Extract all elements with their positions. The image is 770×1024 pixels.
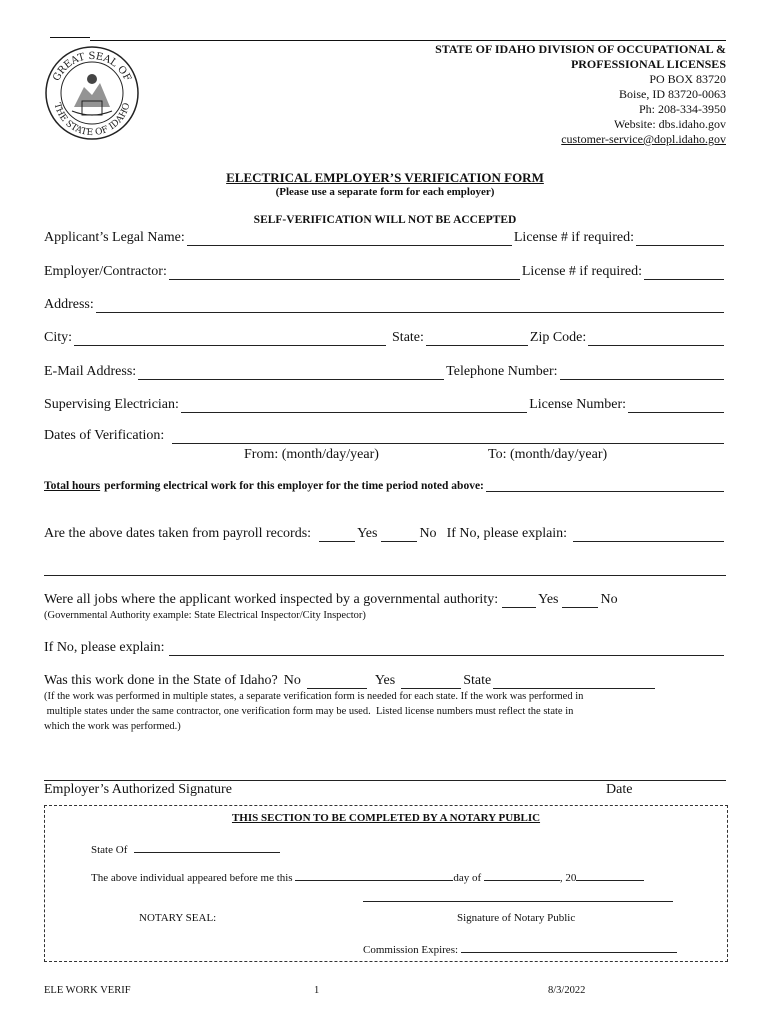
notary-year-field[interactable] xyxy=(576,868,644,881)
city-field[interactable] xyxy=(74,331,386,346)
notary-day-of-label: day of xyxy=(453,872,482,884)
agency-city: Boise, ID 83720-0063 xyxy=(619,87,726,101)
svg-text:THE STATE OF IDAHO xyxy=(52,102,133,138)
address-field[interactable] xyxy=(96,298,724,313)
dates-field[interactable] xyxy=(172,429,724,444)
city-row xyxy=(44,330,726,346)
agency-website[interactable]: Website: dbs.idaho.gov xyxy=(613,117,726,131)
applicant-name-field[interactable] xyxy=(187,231,512,246)
total-hours-text: performing electrical work for this employer for the time period noted above: xyxy=(104,480,484,492)
notary-state-label: State Of xyxy=(91,844,128,856)
inspected-question: Were all jobs where the applicant worked inspected by a governmental authority: xyxy=(44,592,499,607)
idaho-state-field[interactable] xyxy=(493,674,655,689)
inspected-yes-field[interactable] xyxy=(502,593,536,608)
applicant-row xyxy=(44,230,726,246)
supervisor-row xyxy=(44,397,726,413)
agency-line-1: STATE OF IDAHO DIVISION OF OCCUPATIONAL & xyxy=(435,42,726,56)
payroll-row xyxy=(44,526,726,542)
seal-text-bottom: THE STATE OF IDAHO xyxy=(51,101,133,139)
applicant-license-field[interactable] xyxy=(636,231,724,246)
notary-state-row xyxy=(91,840,280,856)
explain-row xyxy=(44,640,726,656)
applicant-label: Applicant’s Legal Name: xyxy=(44,230,185,245)
top-rule xyxy=(90,40,726,41)
payroll-yes-label: Yes xyxy=(357,526,378,541)
idaho-row xyxy=(44,673,726,689)
form-title: ELECTRICAL EMPLOYER’S VERIFICATION FORM xyxy=(226,170,544,185)
multistate-note-line-2: multiple states under the same contractor, one verification form may be used. Listed license numbers must reflect the state in xyxy=(44,706,574,717)
multistate-note-line-3: which the work was performed.) xyxy=(44,721,181,732)
self-verification-warning: SELF-VERIFICATION WILL NOT BE ACCEPTED xyxy=(253,214,517,226)
notary-month-field[interactable] xyxy=(484,868,560,881)
total-hours-field[interactable] xyxy=(486,480,724,492)
employer-license-label: License # if required: xyxy=(521,264,642,279)
explain-field[interactable] xyxy=(169,641,724,656)
employer-field[interactable] xyxy=(169,265,520,280)
date-label: Date xyxy=(606,782,633,797)
city-label: City: xyxy=(44,330,73,345)
idaho-yes-field[interactable] xyxy=(401,674,461,689)
footer-date: 8/3/2022 xyxy=(548,985,586,996)
address-label: Address: xyxy=(44,297,94,312)
dates-row xyxy=(44,428,726,444)
footer-page-number: 1 xyxy=(314,985,320,996)
notary-state-field[interactable] xyxy=(134,840,280,853)
employer-license-field[interactable] xyxy=(644,265,724,280)
supervisor-field[interactable] xyxy=(181,398,527,413)
notary-heading: THIS SECTION TO BE COMPLETED BY A NOTARY PUBLIC xyxy=(231,812,541,824)
agency-header xyxy=(435,42,726,147)
dates-label: Dates of Verification: xyxy=(44,428,165,443)
idaho-no-field[interactable] xyxy=(307,674,367,689)
notary-commission-field[interactable] xyxy=(461,940,677,953)
explain-label: If No, please explain: xyxy=(44,640,165,655)
idaho-state-seal-icon xyxy=(44,45,140,141)
notary-signature-label: Signature of Notary Public xyxy=(457,912,576,924)
payroll-no-label: No xyxy=(419,526,437,541)
payroll-question: Are the above dates taken from payroll records: xyxy=(44,526,312,541)
applicant-license-label: License # if required: xyxy=(513,230,634,245)
notary-appeared-label: The above individual appeared before me this xyxy=(91,872,293,884)
inspected-example: (Governmental Authority example: State Electrical Inspector/City Inspector) xyxy=(44,610,366,621)
payroll-no-field[interactable] xyxy=(381,527,417,542)
from-label: From: (month/day/year) xyxy=(244,447,379,462)
inspected-yes-label: Yes xyxy=(538,592,559,607)
state-field[interactable] xyxy=(426,331,528,346)
idaho-state-label: State xyxy=(463,673,492,688)
agency-phone: Ph: 208-334-3950 xyxy=(639,102,726,116)
agency-email[interactable]: customer-service@dopl.idaho.gov xyxy=(561,132,726,146)
notary-seal-label: NOTARY SEAL: xyxy=(139,912,217,924)
notary-year-prefix: , 20 xyxy=(559,872,577,884)
agency-line-2: PROFESSIONAL LICENSES xyxy=(570,57,726,71)
notary-commission-row xyxy=(363,940,677,956)
notary-commission-label: Commission Expires: xyxy=(363,944,459,956)
multistate-note xyxy=(44,689,726,734)
phone-field[interactable] xyxy=(560,365,724,380)
inspected-no-field[interactable] xyxy=(562,593,598,608)
inspected-no-label: No xyxy=(600,592,618,607)
payroll-explain-field[interactable] xyxy=(573,527,724,542)
email-row xyxy=(44,364,726,380)
zip-label: Zip Code: xyxy=(529,330,587,345)
idaho-question: Was this work done in the State of Idaho? xyxy=(44,673,278,688)
state-label: State: xyxy=(392,330,424,345)
license-number-field[interactable] xyxy=(628,398,724,413)
idaho-no-label: No xyxy=(283,673,301,688)
idaho-yes-label: Yes xyxy=(374,673,396,688)
payroll-yes-field[interactable] xyxy=(319,527,355,542)
employer-label: Employer/Contractor: xyxy=(44,264,167,279)
notary-section xyxy=(44,805,728,962)
notary-appeared-field[interactable] xyxy=(295,868,453,881)
inspected-row xyxy=(44,592,726,608)
signature-line[interactable] xyxy=(44,780,726,781)
seal-text-top: GREAT SEAL OF xyxy=(51,51,133,84)
supervisor-label: Supervising Electrician: xyxy=(44,397,179,412)
email-label: E-Mail Address: xyxy=(44,364,137,379)
payroll-explain-label: If No, please explain: xyxy=(446,526,568,541)
email-field[interactable] xyxy=(138,365,444,380)
to-label: To: (month/day/year) xyxy=(488,447,608,462)
po-box: PO BOX 83720 xyxy=(649,72,726,86)
address-row xyxy=(44,297,726,313)
payroll-explain-line[interactable] xyxy=(44,575,726,576)
total-hours-bold: Total hours xyxy=(44,480,101,492)
zip-field[interactable] xyxy=(588,331,724,346)
notary-signature-line[interactable] xyxy=(363,901,673,902)
form-subtitle: (Please use a separate form for each employer) xyxy=(275,186,495,198)
notary-appeared-row xyxy=(91,868,644,884)
signature-label: Employer’s Authorized Signature xyxy=(44,782,232,797)
license-number-label: License Number: xyxy=(529,397,626,412)
top-rule-short xyxy=(50,37,90,38)
multistate-note-line-1: (If the work was performed in multiple states, a separate verification form is needed for each state. If the work was performed in xyxy=(44,691,584,702)
footer-form-code: ELE WORK VERIF xyxy=(44,985,131,996)
employer-row xyxy=(44,264,726,280)
total-hours-row xyxy=(44,480,726,492)
phone-label: Telephone Number: xyxy=(446,364,558,379)
